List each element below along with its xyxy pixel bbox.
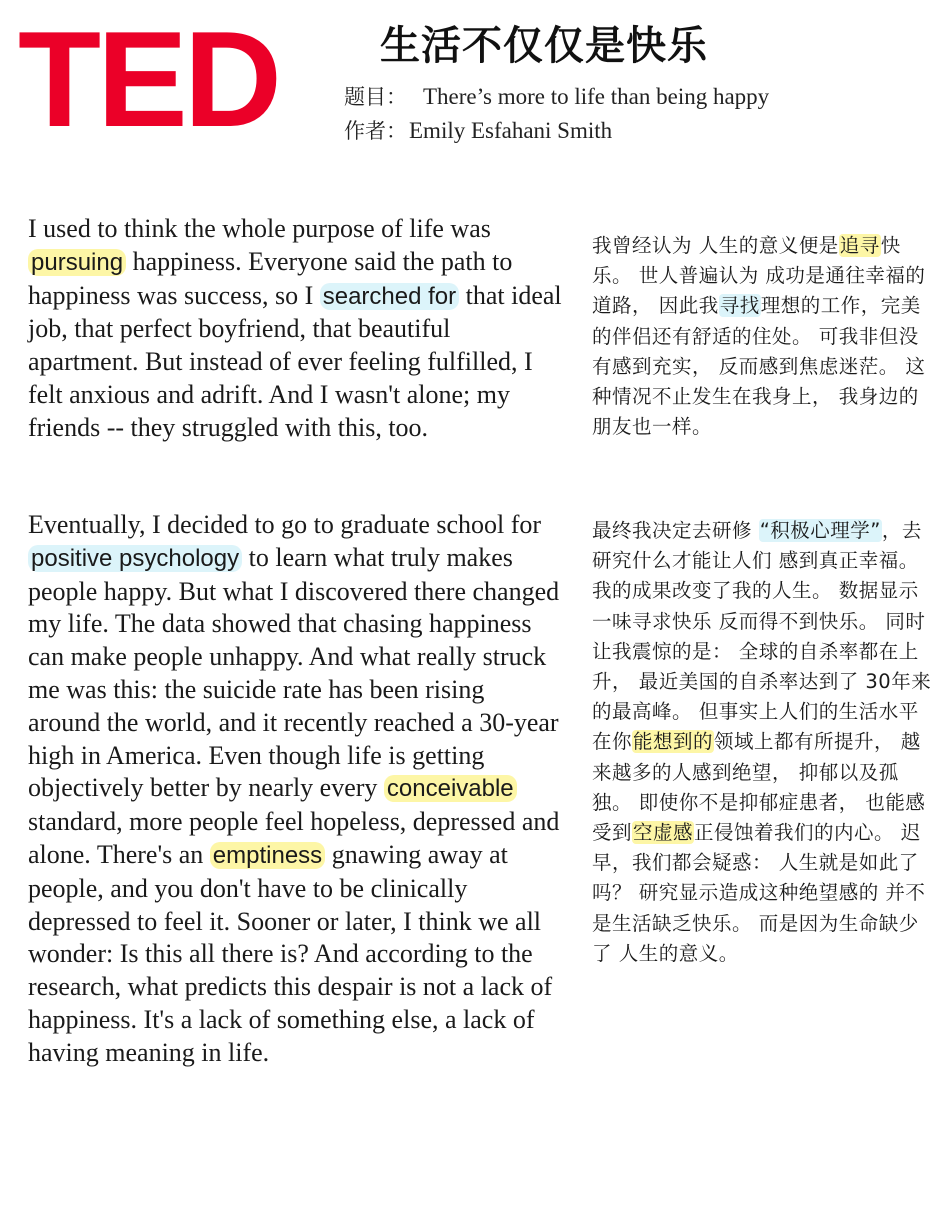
topic-line <box>344 82 769 112</box>
english-paragraph-1 <box>28 213 563 445</box>
author-label: 作者： <box>344 119 407 143</box>
author-value: Emily Esfahani Smith <box>409 118 613 143</box>
text-segment: 领域上都有所提升， 越来越多的人感到绝望， 抑郁以及孤独。 即使你不是抑郁症患者， 也能感受到 <box>592 730 926 845</box>
highlight-searched-for: searched for <box>320 283 459 310</box>
topic-label: 题目： <box>344 85 407 109</box>
text-segment: 正侵蚀着我们的内心。 迟早，我们都会疑惑： 人生就是如此了吗？ 研究显示造成这种绝望感的 并不是生活缺乏快乐。 而是因为生命缺少了 人生的意义。 <box>592 821 926 965</box>
chinese-paragraph-1 <box>592 231 934 442</box>
highlight-kongxugan: 空虚感 <box>633 821 694 845</box>
text-segment: 快乐。 世人普遍认为 成功是通往幸福的道路， 因此我 <box>592 234 926 318</box>
text-segment: ，去研究什么才能让人们 感到真正幸福。 我的成果改变了我的人生。 数据显示一味寻求快乐 反而得不到快乐。 同时让我震惊的是： 全球的自杀率都在上升， 最近美国的自杀率达到了 30年来的最高峰。 但事实上人们的生活水平 在你 <box>592 519 932 754</box>
text-segment: happiness. Everyone said the path to happiness was success, so I <box>28 246 513 310</box>
highlight-pursuing: pursuing <box>28 249 126 276</box>
english-paragraph-2 <box>28 509 563 1070</box>
highlight-conceivable: conceivable <box>384 775 517 802</box>
chinese-paragraph-2 <box>592 516 934 969</box>
text-segment: to learn what truly makes people happy. But what I discovered there changed my life. The data showed that chasing happiness can make people unhappy. And what really struck me was this: the suicide rate has been rising around the world, and it recently reached a 30-year high in America. Even though life is getting objectively better by nearly every <box>28 542 560 803</box>
text-segment: gnawing away at people, and you don't have to be clinically depressed to feel it. Sooner or later, I think we all wonder: Is this all there is? And according to the research, what predicts this despair is not a lack of happiness. It's a lack of something else, a lack of having meaning in life. <box>28 839 553 1067</box>
text-segment: Eventually, I decided to go to graduate school for <box>28 510 542 539</box>
highlight-xunzhao: 寻找 <box>719 294 760 318</box>
text-segment: 理想的工作，完美的伴侣还有舒适的住处。 可我非但没有感到充实， 反而感到焦虑迷茫。 这种情况不止发生在我身上， 我身边的朋友也一样。 <box>592 294 926 439</box>
highlight-nengxiangdaode: 能想到的 <box>633 730 714 754</box>
author-line <box>344 116 612 146</box>
highlight-jiji-xinlixue: “积极心理学” <box>759 519 881 542</box>
text-segment: 最终我决定去研修 <box>592 519 759 542</box>
text-segment: 我曾经认为 人生的意义便是 <box>592 234 839 257</box>
text-segment: standard, more people feel hopeless, depressed and alone. There's an <box>28 807 560 869</box>
topic-value: There’s more to life than being happy <box>423 84 770 109</box>
ted-logo: TED <box>18 3 278 155</box>
highlight-positive-psychology: positive psychology <box>28 545 242 572</box>
text-segment: I used to think the whole purpose of life was <box>28 214 491 243</box>
highlight-zhuixun: 追寻 <box>839 234 880 257</box>
text-segment: that ideal job, that perfect boyfriend, that beautiful apartment. But instead of ever feeling fulfilled, I felt anxious and adrift. And I wasn't alone; my friends -- they struggled with this, too. <box>28 280 562 442</box>
highlight-emptiness: emptiness <box>210 842 325 869</box>
page-title: 生活不仅仅是快乐 <box>380 23 708 69</box>
